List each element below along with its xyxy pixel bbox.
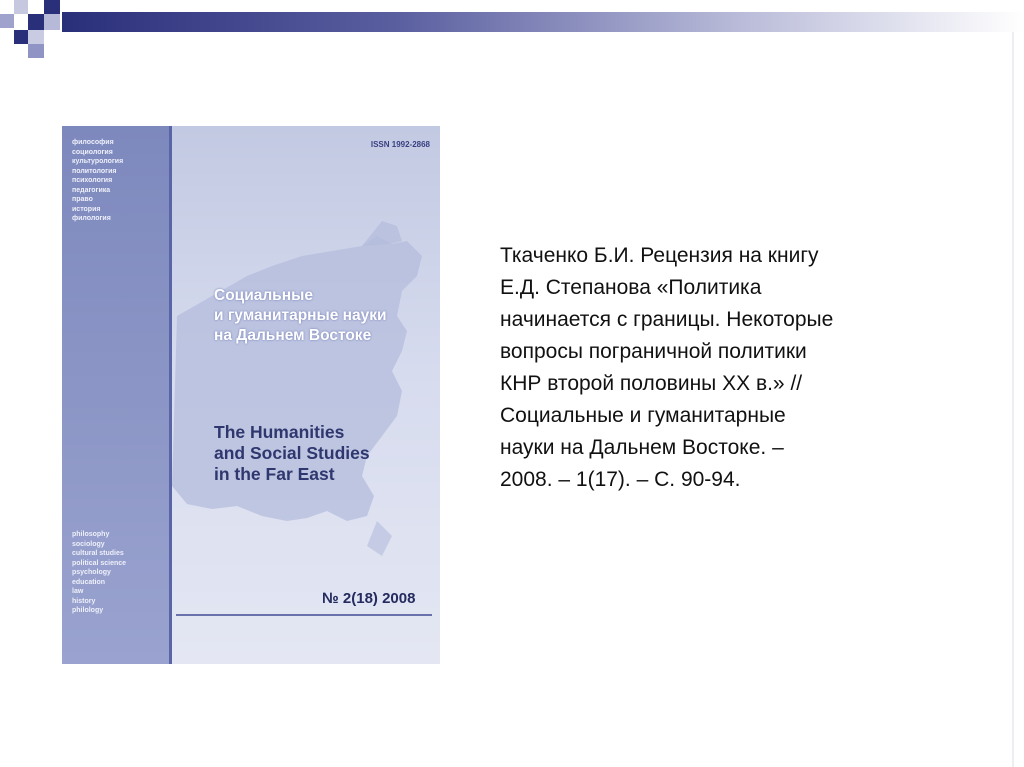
cover-title-ru-line: Социальные [214, 287, 313, 304]
subject-item: философия [72, 139, 114, 146]
subject-item: история [72, 205, 101, 213]
citation-line: науки на Дальнем Востоке. – [500, 436, 784, 459]
subject-item: политология [72, 167, 117, 175]
subject-item: psychology [72, 569, 111, 576]
citation-line: КНР второй половины XX в.» // [500, 372, 803, 395]
slide-frame-line [1012, 32, 1014, 767]
subject-item: sociology [72, 540, 105, 548]
citation-line: Е.Д. Степанова «Политика [500, 276, 762, 299]
subject-item: социология [72, 148, 113, 156]
cover-issue-number: № 2(18) 2008 [322, 590, 416, 607]
subject-item: education [72, 578, 106, 586]
subject-item: history [72, 597, 96, 605]
citation-line: начинается с границы. Некоторые [500, 308, 834, 331]
subject-item: law [72, 588, 84, 595]
header-gradient-bar [62, 12, 1024, 32]
cover-issue-underline [176, 614, 432, 616]
citation-line: Ткаченко Б.И. Рецензия на книгу [500, 244, 819, 267]
subject-item: philosophy [72, 531, 110, 538]
subject-item: право [72, 196, 93, 203]
citation-line: вопросы пограничной политики [500, 340, 807, 363]
subject-item: филология [72, 215, 111, 222]
cover-title-en-line: The Humanities [214, 422, 345, 442]
cover-title-en-line: in the Far East [214, 464, 335, 484]
journal-cover-image [62, 126, 440, 664]
cover-title-en [214, 422, 370, 485]
subject-item: педагогика [72, 186, 111, 194]
cover-subjects-ru [72, 138, 123, 224]
cover-title-ru [214, 286, 387, 346]
cover-issn: ISSN 1992-2868 [370, 140, 430, 149]
cover-title-en-line: and Social Studies [214, 443, 370, 463]
subject-item: психология [72, 177, 113, 184]
subject-item: cultural studies [72, 550, 124, 557]
citation-text [500, 240, 970, 496]
subject-item: political science [72, 559, 127, 567]
cover-title-ru-line: и гуманитарные науки [214, 307, 387, 324]
cover-subjects-en [72, 530, 126, 616]
citation-line: 2008. – 1(17). – С. 90-94. [500, 468, 741, 491]
subject-item: культурология [72, 158, 124, 165]
subject-item: philology [72, 607, 104, 614]
cover-title-ru-line: на Дальнем Востоке [214, 327, 372, 344]
citation-line: Социальные и гуманитарные [500, 404, 786, 427]
